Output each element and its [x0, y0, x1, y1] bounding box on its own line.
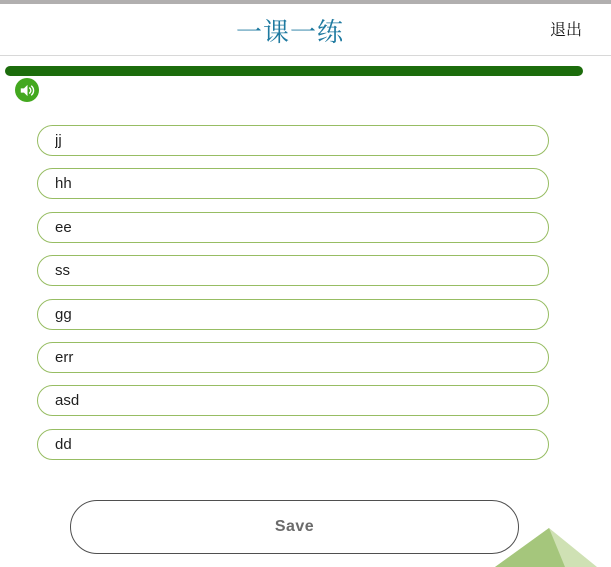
- answer-input-5[interactable]: [37, 299, 549, 330]
- exit-button[interactable]: 退出: [550, 17, 582, 40]
- answer-input-7[interactable]: [37, 385, 549, 416]
- answer-input-1[interactable]: [37, 125, 549, 156]
- play-audio-button[interactable]: [15, 78, 39, 102]
- save-button[interactable]: Save: [70, 500, 519, 554]
- page-title: 一课一练: [235, 17, 344, 47]
- answer-input-2[interactable]: [37, 168, 549, 199]
- header: [0, 4, 611, 56]
- answer-input-4[interactable]: [37, 255, 549, 286]
- answer-input-3[interactable]: [37, 212, 549, 243]
- speaker-icon: [19, 82, 36, 99]
- pyramid-decoration: [490, 525, 611, 567]
- answer-list: [37, 125, 549, 472]
- progress-bar: [5, 66, 583, 76]
- answer-input-6[interactable]: [37, 342, 549, 373]
- answer-input-8[interactable]: [37, 429, 549, 460]
